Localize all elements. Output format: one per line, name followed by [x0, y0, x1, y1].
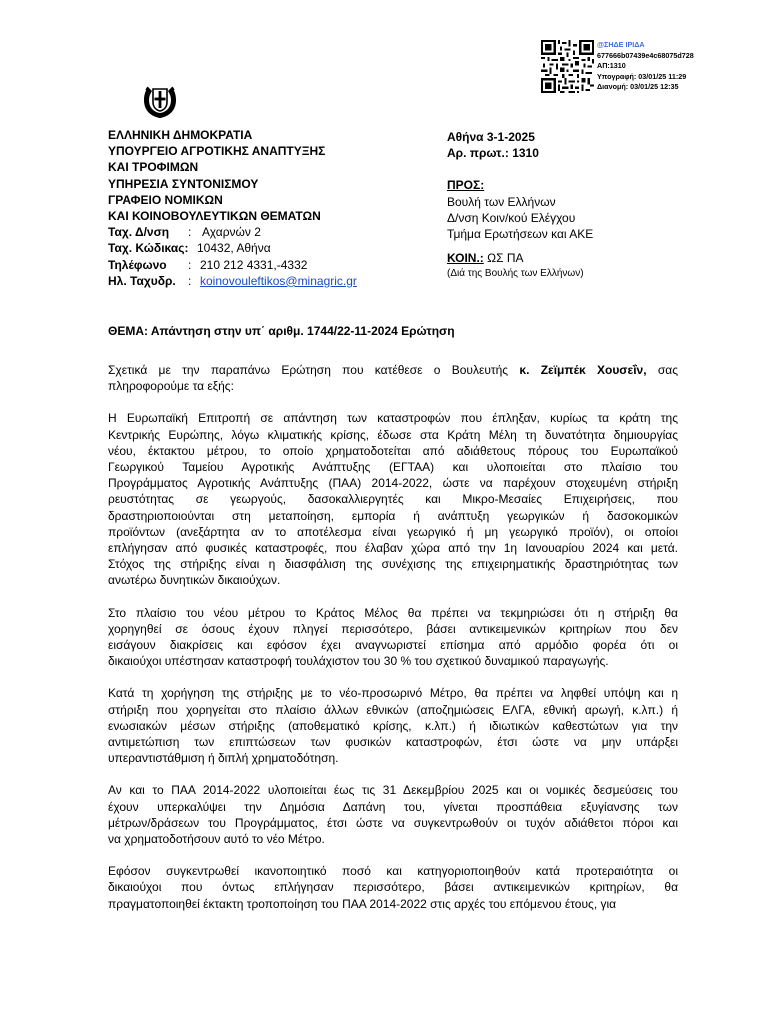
email-row	[108, 273, 357, 289]
to-label: ΠΡΟΣ:	[447, 178, 485, 193]
address-value: Αχαρνών 2	[202, 225, 261, 240]
body-line: Στο πλαίσιο του νέου μέτρου το Κράτος Μέλος θα πρέπει να τεκμηριώσει ότι η στήριξη θα	[108, 605, 678, 620]
stamp-ap: ΑΠ:1310	[597, 61, 626, 71]
body-line: πραγματοποιηθεί έκτακτη τροποποίηση του ΠΑΑ 2014-2022 στις αρχές του επόμενου έτους, για	[108, 896, 617, 911]
stamp-brand: @ΣΗΔΕ ΙΡΙΔΑ	[597, 40, 645, 49]
body-paragraph	[108, 782, 678, 847]
stamp-text	[597, 40, 694, 93]
phone-colon: :	[188, 257, 192, 272]
body-paragraph	[108, 410, 678, 588]
address-colon: :	[188, 225, 192, 240]
body-line: Σχετικά με την παραπάνω Ερώτηση που κατέθεσε ο Βουλευτής κ. Ζεϊμπέκ Χουσεΐν, σας	[108, 363, 678, 377]
body-line: επλήγησαν από φυσικές καταστροφές, που έλαβαν χώρα από την 1η Ιανουαρίου 2024 και μετά.	[108, 541, 678, 556]
postcode-value: 10432, Αθήνα	[197, 241, 271, 256]
sender-line: ΓΡΑΦΕΙΟ ΝΟΜΙΚΩΝ	[108, 192, 223, 207]
body-line: Εφόσον συγκεντρωθεί ικανοποιητικό ποσό και κατηγοριοποιηθούν κατά προτεραιότητα οι	[108, 864, 678, 879]
body-line: νέου, έκτακτου μέτρου, το οποίο χρηματοδοτείται από αδιάθετους πόρους του Ευρωπαϊκού	[108, 443, 678, 458]
body-line: δικαιούχοι που όντως επλήγησαν περισσότερο, βάσει αντικειμενικών κριτηρίων, θα	[108, 880, 678, 895]
cc-value: ΩΣ ΠΑ	[487, 251, 524, 266]
body-line: Γεωργικού Ταμείου Αγροτικής Ανάπτυξης (ΕΓΤΑΑ) και υλοποιείται στο πλαίσιο του	[108, 460, 678, 475]
body-line: έχουν υπερκαλύψει την Δημόσια Δαπάνη του, γίνεται προσπάθεια εξυγίανσης των	[108, 799, 678, 814]
body-line: εισάγουν διακρίσεις και εφόσον έχει αναγνωριστεί επίσημα από αρμόδιο φορέα ότι οι	[108, 638, 678, 653]
postcode-row	[108, 240, 357, 256]
hellenic-republic-emblem-icon	[140, 82, 180, 122]
body-line: Κατά τη χορήγηση της στήριξης με το νέο-προσωρινό Μέτρο, θα πρέπει να ληφθεί υπόψη και η	[108, 686, 678, 701]
stamp-distribution: Διανομή: 03/01/25 12:35	[597, 82, 679, 92]
phone-row	[108, 257, 357, 273]
recipient-header	[447, 129, 593, 283]
body-paragraph	[108, 605, 678, 670]
address-row	[108, 224, 357, 240]
protocol-number: Αρ. πρωτ.: 1310	[447, 146, 539, 161]
body-line: ανωτέρω δυνητικών δικαιούχων.	[108, 573, 281, 588]
sender-line: ΥΠΗΡΕΣΙΑ ΣΥΝΤΟΝΙΣΜΟΥ	[108, 176, 259, 191]
body-line: Αν και το ΠΑΑ 2014-2022 υλοποιείται έως τις 31 Δεκεμβρίου 2025 και οι νομικές δεσμεύσεις του	[108, 783, 678, 798]
body-line: χορηγηθεί σε όσους έχουν πληγεί περισσότερο, βάσει αντικειμενικών κριτηρίων που δεν	[108, 621, 678, 636]
body-paragraph	[108, 685, 678, 766]
body-line: στήριξη που χορηγείται στο πλαίσιο άλλων εθνικών (αποζημιώσεις ΕΛΓΑ, εθνική αρωγή, κ.λπ.) ή	[108, 702, 678, 717]
body-line: δικαιούχοι υπέστησαν καταστροφή τουλάχιστον του 30 % του σχετικού δυναμικού παραγωγής.	[108, 654, 609, 669]
sender-line: ΕΛΛΗΝΙΚΗ ΔΗΜΟΚΡΑΤΙΑ	[108, 128, 253, 142]
body-line: ενωσιακών μέσων στήριξης (αποθεματικό κρίσης, κ.λπ.) ή ιδιωτικών καθεστώτων για την	[108, 718, 678, 733]
body-paragraph	[108, 362, 678, 394]
body-line: υπεραντιστάθμιση ή διπλή χρηματοδότηση.	[108, 751, 339, 766]
document-date: Αθήνα 3-1-2025	[447, 130, 535, 144]
body-line: Προγράμματος Αγροτικής Ανάπτυξης (ΠΑΑ) 2014-2022, ώστε να παρέχουν στοχευμένη στήριξη	[108, 476, 678, 491]
stamp-signature: Υπογραφή: 03/01/25 11:29	[597, 71, 687, 81]
body-line: μέτρων/δράσεων του Προγράμματος, έτσι ώστε να συγκεντρωθούν οι τυχόν αδιάθετοι πόροι και	[108, 815, 678, 830]
stamp-hash: 677666b07439e4c68075d728	[597, 50, 694, 60]
postcode-label: Ταχ. Κώδικας:	[108, 241, 189, 256]
to-line: Δ/νση Κοιν/κού Ελέγχου	[447, 210, 576, 225]
body-line: αντιμετώπιση των επιπτώσεων των φυσικών καταστροφών, έτσι ώστε να μην υπάρξει	[108, 735, 678, 750]
email-link[interactable]: koinovouleftikos@minagric.gr	[200, 273, 357, 288]
subject-line: ΘΕΜΑ: Απάντηση στην υπ΄ αριθμ. 1744/22-11-2024 Ερώτηση	[108, 324, 455, 338]
body-line: δραστηριοποιούνται στη μεταποίηση, εμπορία ή ανάπτυξη γεωργικών ή δασοκομικών	[108, 508, 678, 523]
body-line: ρευστότητας σε γεωργούς, δασοκαλλιεργητές και Μικρο-Μεσαίες Επιχειρήσεις, που	[108, 492, 678, 507]
address-label: Ταχ. Δ/νση	[108, 225, 170, 240]
to-line: Βουλή των Ελλήνων	[447, 194, 556, 209]
phone-value: 210 212 4331,-4332	[200, 257, 308, 272]
to-line: Τμήμα Ερωτήσεων και ΑΚΕ	[447, 227, 594, 242]
letter-body	[108, 362, 678, 928]
qr-code-icon	[541, 40, 594, 93]
email-label: Ηλ. Ταχυδρ.	[108, 273, 176, 288]
cc-note: (Διά της Βουλής των Ελλήνων)	[447, 268, 584, 280]
cc-row	[447, 250, 593, 266]
body-line: πληροφορούμε τα εξής:	[108, 379, 234, 394]
body-line: Κεντρικής Ευρώπης, λόγω κλιματικής κρίσης, έδωσε στα Κράτη Μέλη τη δυνατότητα δημιουργίας	[108, 427, 678, 442]
sender-header	[108, 127, 357, 289]
registry-stamp	[541, 40, 728, 97]
body-line: Στόχος της στήριξης είναι η διασφάλιση της συνέχισης της επιχειρηματικής δραστηριότητας των	[108, 557, 678, 572]
sender-line: ΚΑΙ ΚΟΙΝΟΒΟΥΛΕΥΤΙΚΩΝ ΘΕΜΑΤΩΝ	[108, 209, 321, 224]
body-line: να χρηματοδοτήσουν αυτό το νέο Μέτρο.	[108, 832, 325, 847]
sender-line: ΚΑΙ ΤΡΟΦΙΜΩΝ	[108, 160, 199, 175]
phone-label: Τηλέφωνο	[108, 257, 167, 272]
body-paragraph	[108, 863, 678, 912]
body-line: Η Ευρωπαϊκή Επιτροπή σε απάντηση των καταστροφών που έπληξαν, κυρίως τα κράτη της	[108, 411, 678, 426]
body-line: προϊόντων (ανεξάρτητα αν το αποτέλεσμα είναι γεωργικό ή μη γεωργικό προϊόν), οι οποίοι	[108, 524, 678, 539]
cc-label: ΚΟΙΝ.:	[447, 251, 484, 266]
email-colon: :	[188, 273, 192, 288]
sender-line: ΥΠΟΥΡΓΕΙΟ ΑΓΡΟΤΙΚΗΣ ΑΝΑΠΤΥΞΗΣ	[108, 144, 326, 159]
